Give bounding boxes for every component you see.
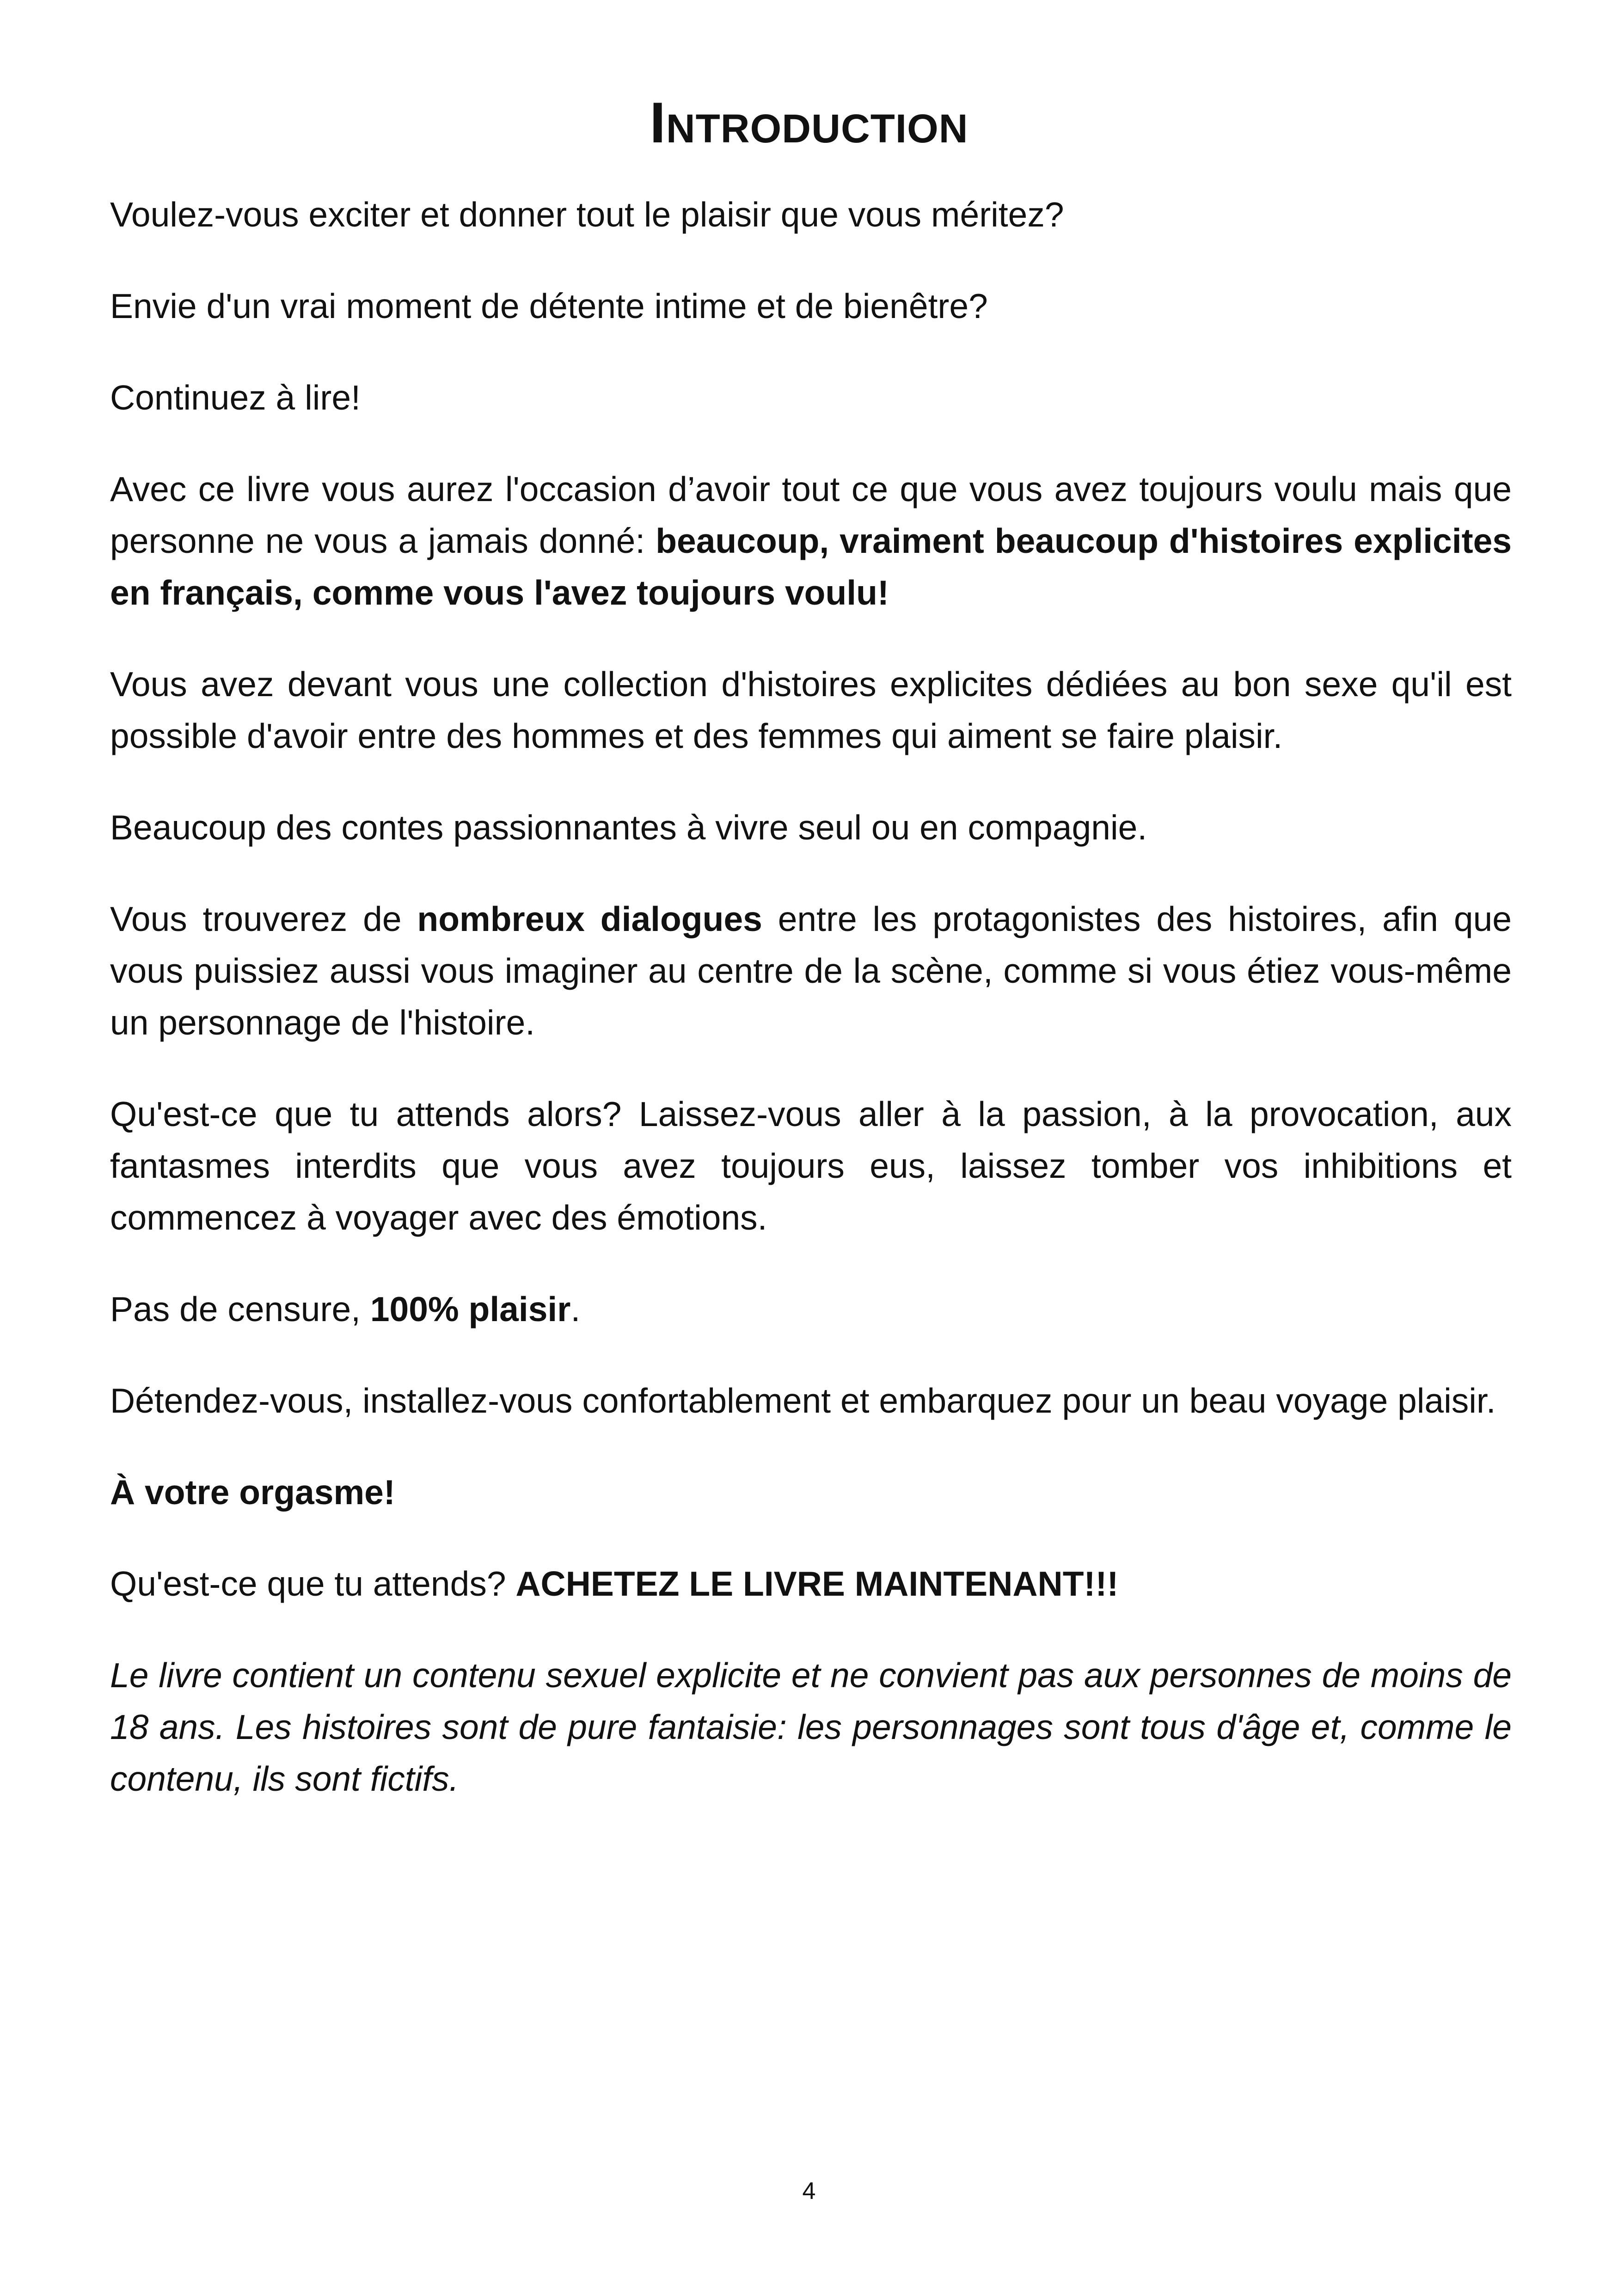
paragraph-let-go [110, 1088, 1512, 1243]
text-run: Beaucoup des contes passionnantes à vivre seul ou en compagnie. [110, 808, 1147, 847]
paragraph-question-relaxation [110, 280, 1512, 332]
text-run: Continuez à lire! [110, 378, 361, 417]
text-run: Pas de censure, [110, 1290, 370, 1329]
text-run: Qu'est-ce que tu attends alors? Laissez-vous aller à la passion, à la provocation, aux fantasmes interdits que vous avez toujours eus, laissez tomber vos inhibitions et commencez à voyager avec des émotions. [110, 1095, 1512, 1237]
text-run: Envie d'un vrai moment de détente intime et de bienêtre? [110, 287, 988, 325]
paragraph-collection [110, 658, 1512, 762]
paragraph-relax-embark [110, 1375, 1512, 1427]
paragraph-tales [110, 802, 1512, 853]
bold-text-run: 100% plaisir [370, 1290, 571, 1329]
paragraph-toast [110, 1466, 1512, 1518]
bold-text-run: nombreux dialogues [417, 900, 762, 938]
page-title: Introduction [650, 91, 968, 155]
text-run: . [570, 1290, 581, 1329]
bold-text-run: À votre orgasme! [110, 1473, 395, 1512]
bold-text-run: ACHETEZ LE LIVRE MAINTENANT!!! [515, 1564, 1119, 1603]
paragraph-disclaimer [110, 1649, 1512, 1805]
text-run: Détendez-vous, installez-vous confortablement et embarquez pour un beau voyage plaisir. [110, 1381, 1496, 1420]
paragraph-no-censorship [110, 1283, 1512, 1335]
bold-text-run: beaucoup, vraiment beaucoup d'histoires explicites en français, comme vous l'avez toujours voulu! [110, 521, 1512, 612]
text-run: Vous trouverez de [110, 900, 417, 938]
paragraph-call-to-action [110, 1558, 1512, 1610]
paragraph-keep-reading [110, 372, 1512, 423]
text-run: Avec ce livre vous aurez l'occasion d’avoir tout ce que vous avez toujours voulu mais que personne ne vous a jamais donné: [110, 470, 1512, 560]
text-run: Voulez-vous exciter et donner tout le plaisir que vous méritez? [110, 195, 1064, 234]
body-text [110, 189, 1512, 1844]
text-run: Qu'est-ce que tu attends? [110, 1564, 516, 1603]
paragraph-book-offer [110, 463, 1512, 618]
paragraph-question-pleasure [110, 189, 1512, 240]
page-number: 4 [802, 2178, 816, 2204]
text-run: entre les protagonistes des histoires, afin que vous puissiez aussi vous imaginer au centre de la scène, comme si vous étiez vous-même un personnage de l'histoire. [110, 900, 1512, 1042]
paragraph-dialogues [110, 893, 1512, 1048]
text-run: Le livre contient un contenu sexuel explicite et ne convient pas aux personnes de moins de 18 ans. Les histoires sont de pure fantaisie: les personnages sont tous d'âge et, comme le contenu, ils sont fictifs. [110, 1656, 1512, 1798]
text-run: Vous avez devant vous une collection d'histoires explicites dédiées au bon sexe qu'il est possible d'avoir entre des hommes et des femmes qui aiment se faire plaisir. [110, 665, 1512, 755]
